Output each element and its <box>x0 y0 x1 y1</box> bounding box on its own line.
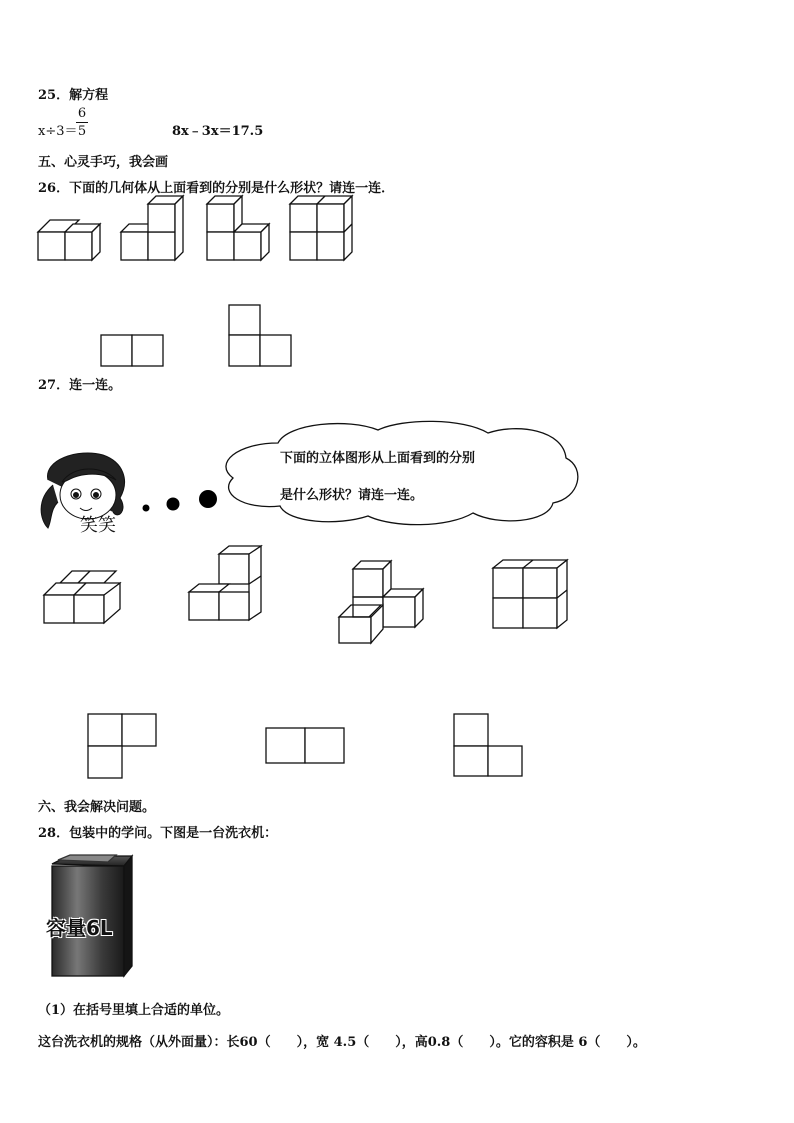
cloud-line-1: 下面的立体图形从上面看到的分别 <box>280 451 476 466</box>
section5-title: 五、心灵手巧，我会画 <box>38 155 169 170</box>
eq1-denominator: 5 <box>77 124 87 139</box>
q27-top-view-3 <box>454 714 524 778</box>
q26-top-view-2 <box>229 305 293 367</box>
speech-cloud <box>218 418 588 528</box>
eq1-numerator: 6 <box>77 106 87 121</box>
q27-solid-1 <box>44 567 124 625</box>
q28-spec: 这台洗衣机的规格（从外面量）：长60（ ），宽 4.5（ ），高0.8（ ）。它的容积是 6（ ）。 <box>38 1035 646 1050</box>
q27-solid-3 <box>339 559 429 645</box>
q26-solid-3 <box>207 200 271 262</box>
q28-part1: （1）在括号里填上合适的单位。 <box>38 1003 230 1018</box>
section6-title: 六、我会解决问题。 <box>38 800 156 815</box>
q26-title: 26．下面的几何体从上面看到的分别是什么形状？请连一连． <box>38 181 395 196</box>
machine-capacity-label: 容量6L <box>46 916 113 940</box>
q27-top-view-2 <box>266 728 346 764</box>
q27-solid-4 <box>493 558 569 630</box>
q28-title: 28．包装中的学问。下图是一台洗衣机： <box>38 826 278 841</box>
q25-title: 25．解方程 <box>38 88 109 103</box>
q27-title: 27．连一连。 <box>38 378 122 393</box>
q26-solid-2 <box>121 200 185 262</box>
cloud-line-2: 是什么形状？请连一连。 <box>280 488 424 503</box>
q26-solid-4 <box>290 200 354 262</box>
q26-top-view-1 <box>101 335 165 367</box>
q26-solid-1 <box>38 218 100 262</box>
eq1-fraction <box>76 106 88 139</box>
washing-machine-image <box>44 856 134 978</box>
q25-equation-1 <box>38 120 78 139</box>
q27-solid-2 <box>189 548 265 624</box>
thought-bubbles <box>140 488 220 518</box>
q25-equation-2: 8x﹣3x＝17.5 <box>172 124 264 139</box>
girl-label: 笑笑 <box>80 515 116 536</box>
eq1-left: x÷3＝ <box>38 124 78 139</box>
q27-top-view-1 <box>88 714 158 780</box>
